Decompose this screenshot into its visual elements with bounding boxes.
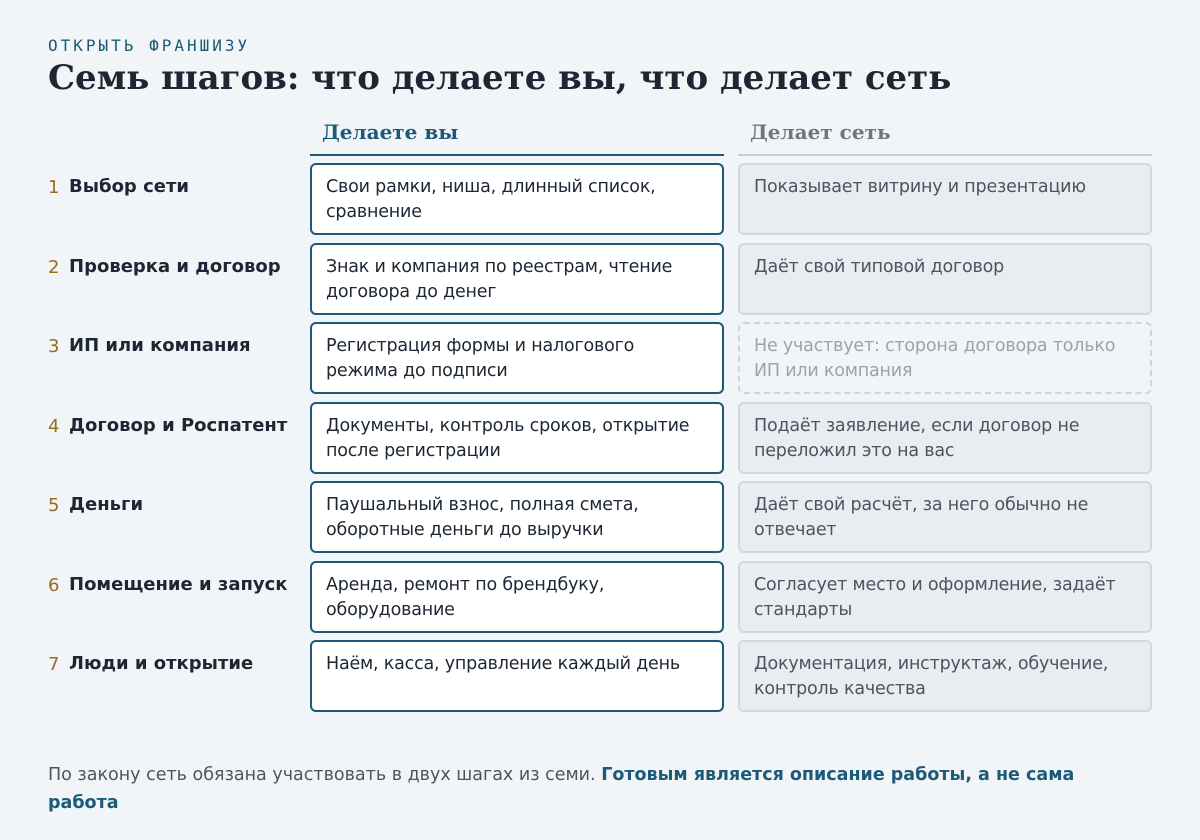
step-row bbox=[0, 163, 1200, 235]
column-header-network: Делает сеть bbox=[738, 118, 1152, 156]
column-header-you: Делаете вы bbox=[310, 118, 724, 156]
page-title: Семь шагов: что делаете вы, что делает сеть bbox=[48, 58, 952, 98]
step-label: Помещение и запуск bbox=[69, 573, 288, 595]
you-do-cell: Свои рамки, ниша, длинный список, сравнение bbox=[310, 163, 724, 235]
step-label: Деньги bbox=[69, 494, 144, 515]
network-does-cell: Даёт свой типовой договор bbox=[738, 243, 1152, 315]
step-row bbox=[0, 322, 1200, 394]
network-does-cell: Документация, инструктаж, обучение, контроль качества bbox=[738, 640, 1152, 712]
step-row bbox=[0, 640, 1200, 712]
network-does-cell: Согласует место и оформление, задаёт стандарты bbox=[738, 561, 1152, 633]
step-label: Договор и Роспатент bbox=[69, 414, 288, 436]
step-label: Проверка и договор bbox=[69, 255, 281, 277]
footnote-emphasis: Готовым является описание работы, а не сама работа bbox=[48, 765, 1075, 813]
step-number: 5 bbox=[48, 495, 60, 516]
network-does-cell: Даёт свой расчёт, за него обычно не отвечает bbox=[738, 481, 1152, 553]
eyebrow-label: ОТКРЫТЬ ФРАНШИЗУ bbox=[48, 36, 251, 55]
you-do-cell: Аренда, ремонт по брендбуку, оборудование bbox=[310, 561, 724, 633]
step-row bbox=[0, 402, 1200, 474]
you-do-cell: Паушальный взнос, полная смета, оборотные деньги до выручки bbox=[310, 481, 724, 553]
you-do-cell: Наём, касса, управление каждый день bbox=[310, 640, 724, 712]
step-number: 1 bbox=[48, 177, 60, 198]
step-label: ИП или компания bbox=[69, 335, 251, 356]
step-number: 3 bbox=[48, 336, 60, 357]
footnote-text: По закону сеть обязана участвовать в двух шагах из семи. bbox=[48, 765, 602, 785]
step-label: Люди и открытие bbox=[69, 653, 254, 674]
network-does-cell: Показывает витрину и презентацию bbox=[738, 163, 1152, 235]
you-do-cell: Регистрация формы и налогового режима до подписи bbox=[310, 322, 724, 394]
step-number: 4 bbox=[48, 415, 60, 437]
step-label: Выбор сети bbox=[69, 176, 190, 197]
network-not-involved-cell: Не участвует: сторона договора только ИП или компания bbox=[738, 322, 1152, 394]
footnote bbox=[48, 761, 1138, 817]
step-row bbox=[0, 243, 1200, 315]
you-do-cell: Документы, контроль сроков, открытие после регистрации bbox=[310, 402, 724, 474]
network-does-cell: Подаёт заявление, если договор не переложил это на вас bbox=[738, 402, 1152, 474]
step-number: 7 bbox=[48, 654, 60, 675]
step-number: 6 bbox=[48, 574, 60, 596]
step-row bbox=[0, 561, 1200, 633]
you-do-cell: Знак и компания по реестрам, чтение договора до денег bbox=[310, 243, 724, 315]
step-number: 2 bbox=[48, 256, 60, 278]
step-row bbox=[0, 481, 1200, 553]
